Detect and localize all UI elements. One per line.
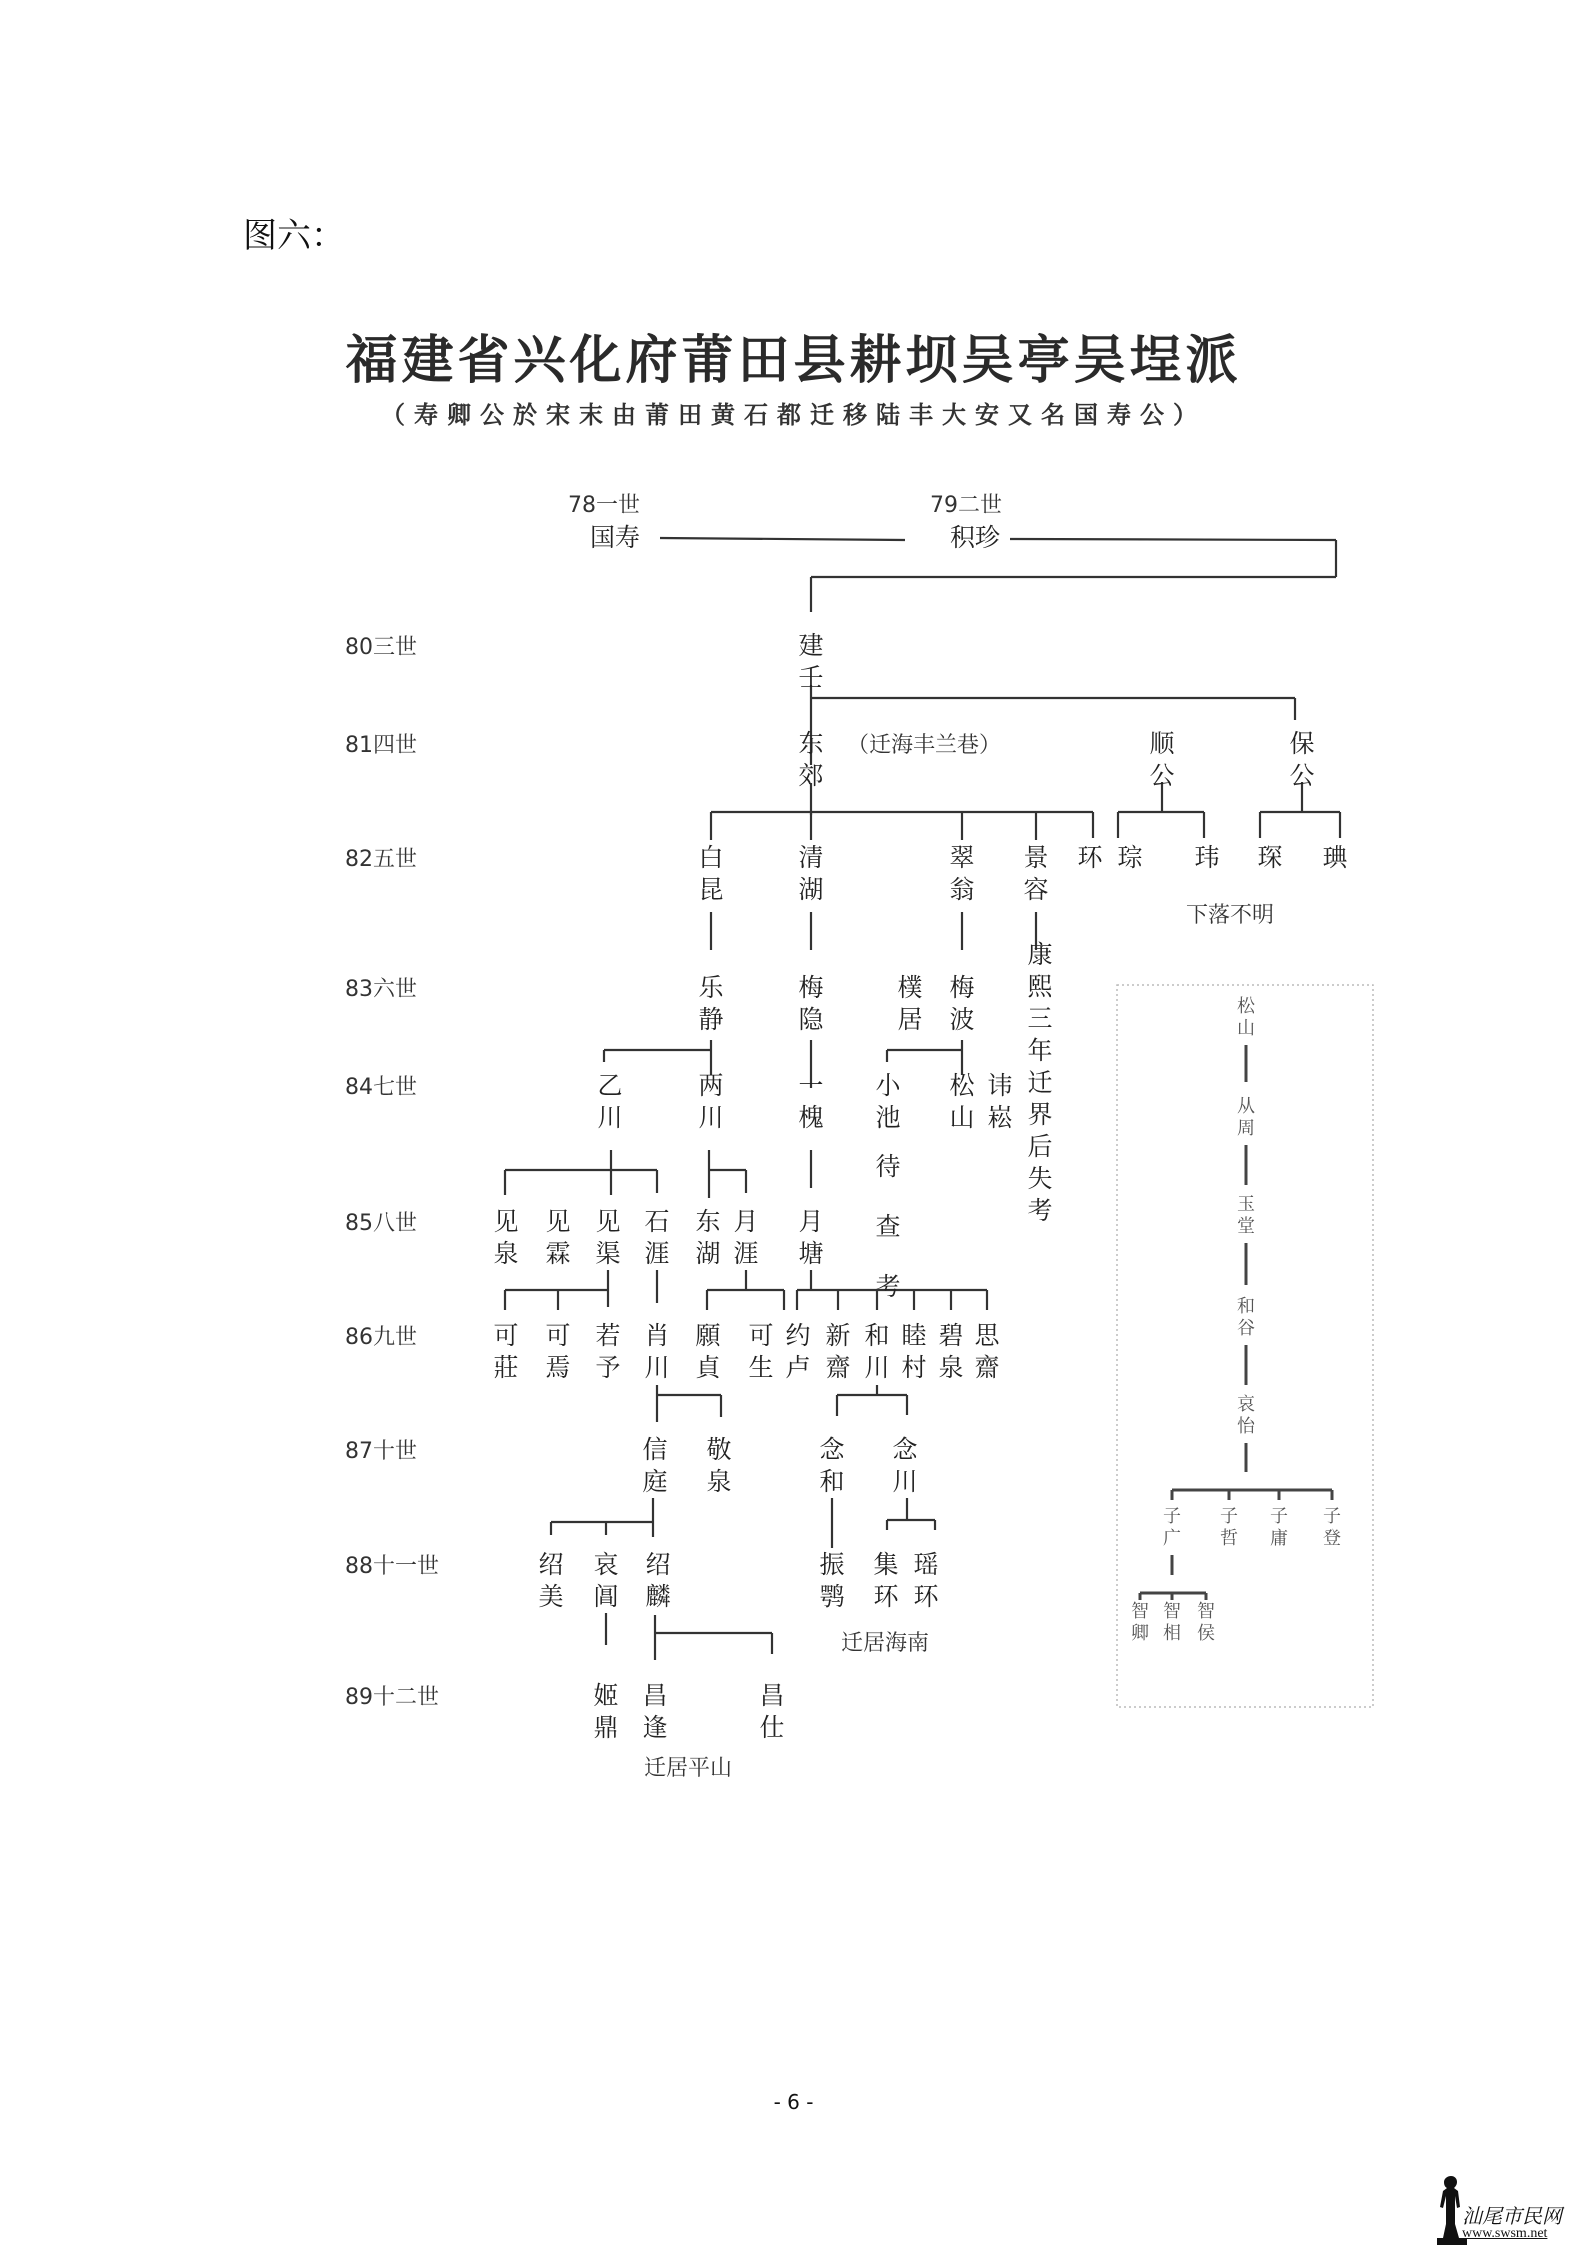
side-box-name-char: 怡 <box>1237 1416 1255 1437</box>
person-name-char: 泉 <box>706 1467 732 1496</box>
person-name-char: 麟 <box>645 1582 671 1611</box>
person-name-char: 迁 <box>1027 1068 1053 1097</box>
person-name-char: 波 <box>949 1005 975 1034</box>
person-name-char: 康 <box>1027 940 1053 969</box>
person-name-char: 建 <box>798 631 824 660</box>
person-name <box>698 1071 723 1132</box>
side-box-name-char: 相 <box>1163 1623 1181 1644</box>
generation-label: 83六世 <box>345 977 417 1002</box>
generation-label: 80三世 <box>345 635 417 660</box>
person-name-char: 湖 <box>798 875 824 904</box>
generation-label: 84七世 <box>345 1075 417 1100</box>
person-name <box>974 1321 1000 1382</box>
person-name <box>901 1321 926 1382</box>
person-name-char: 瑶 <box>913 1550 939 1579</box>
side-box-name-char: 卿 <box>1131 1623 1149 1644</box>
person-name-char: 石 <box>644 1207 670 1236</box>
person-name-char: 失 <box>1027 1164 1053 1193</box>
person-name-char: 查 <box>875 1212 901 1241</box>
side-box-name <box>1270 1506 1288 1549</box>
person-name-char: 清 <box>798 843 824 872</box>
person-name-text: 积珍 <box>949 523 1001 552</box>
person-name-char: 美 <box>538 1582 564 1611</box>
person-name <box>733 1207 758 1268</box>
person-name-char: 后 <box>1027 1132 1053 1161</box>
person-name-char: 静 <box>698 1005 724 1034</box>
generation-label: 78一世 <box>568 493 640 518</box>
watermark-url: www.swsm.net <box>1462 2226 1548 2241</box>
person-name-char: 念 <box>819 1435 845 1464</box>
side-box-name-char: 智 <box>1163 1601 1181 1622</box>
person-name-char: 可 <box>748 1321 774 1350</box>
person-name-char: 月 <box>733 1207 759 1236</box>
person-name-char: 川 <box>892 1467 918 1496</box>
person-name <box>695 1207 720 1268</box>
person-name <box>1289 729 1314 790</box>
side-box-name <box>1163 1601 1181 1644</box>
tree-connector-lines <box>505 538 1340 1660</box>
side-box-name-char: 侯 <box>1197 1623 1215 1644</box>
generation-label: 89十二世 <box>345 1685 439 1710</box>
person-name-char: 梅 <box>798 973 824 1002</box>
person-name-char: 昆 <box>698 875 724 904</box>
person-name-text: 国寿 <box>589 523 641 552</box>
person-name-char: 小 <box>875 1071 901 1100</box>
person-name-char: 绍 <box>538 1550 564 1579</box>
side-box-name <box>1237 1096 1255 1139</box>
generation-label: 87十世 <box>345 1439 417 1464</box>
person-name <box>950 523 1000 552</box>
person-name-char: 川 <box>644 1353 670 1382</box>
person-name <box>875 1071 901 1132</box>
person-name <box>875 1152 900 1301</box>
person-name-char: 见 <box>545 1207 571 1236</box>
person-name-char: 集 <box>873 1550 899 1579</box>
person-name <box>545 1207 570 1268</box>
person-name <box>1257 843 1282 872</box>
person-name <box>545 1321 570 1382</box>
person-name-char: 貞 <box>695 1353 721 1382</box>
person-name-char: 琠 <box>1322 843 1348 872</box>
person-name <box>897 973 922 1034</box>
person-name-char: 湖 <box>695 1239 721 1268</box>
person-name-char: 鹗 <box>819 1582 845 1611</box>
person-name-char: 和 <box>864 1321 890 1350</box>
side-lineage-box <box>1117 985 1373 1707</box>
person-name <box>798 631 823 692</box>
person-name <box>644 1207 669 1268</box>
person-name <box>759 1681 784 1742</box>
person-name <box>1322 843 1347 872</box>
person-name-char: 琮 <box>1117 843 1143 872</box>
person-name-char: 翁 <box>949 875 975 904</box>
person-name-char: 保 <box>1289 729 1315 758</box>
person-name-char: 绍 <box>645 1550 671 1579</box>
person-name-char: 川 <box>864 1353 890 1382</box>
person-name <box>642 1681 667 1742</box>
person-name-char: 熙 <box>1027 972 1053 1001</box>
person-name <box>597 1071 622 1132</box>
person-name-char: 待 <box>875 1152 901 1181</box>
person-name <box>892 1435 918 1496</box>
person-name-char: 乐 <box>698 973 724 1002</box>
person-name <box>798 1071 823 1132</box>
person-name <box>1023 843 1048 904</box>
person-name-char: 涯 <box>733 1239 759 1268</box>
person-name-char: 庭 <box>642 1467 668 1496</box>
person-name <box>595 1207 620 1268</box>
side-box-name <box>1220 1506 1238 1549</box>
person-name <box>825 1321 850 1382</box>
connector-line <box>1010 539 1336 540</box>
person-name <box>819 1435 845 1496</box>
person-name-char: 姬 <box>593 1681 619 1710</box>
person-name-char: 齋 <box>825 1353 851 1382</box>
side-box-name <box>1323 1506 1341 1549</box>
person-name-char: 景 <box>1023 843 1049 872</box>
person-name-char: 昌 <box>642 1681 668 1710</box>
person-name-char: 塘 <box>798 1239 824 1268</box>
side-box-name <box>1237 1394 1256 1437</box>
person-name <box>493 1207 518 1268</box>
side-box-name-char: 登 <box>1323 1528 1341 1549</box>
person-name-char: 考 <box>875 1272 901 1301</box>
person-name-char: 焉 <box>545 1353 571 1382</box>
page-number: - 6 - <box>773 2090 814 2114</box>
side-box-name-char: 子 <box>1163 1506 1181 1527</box>
person-name-char: 莊 <box>493 1353 519 1382</box>
person-name-char: 阊 <box>593 1582 619 1611</box>
side-box-name-char: 智 <box>1131 1601 1149 1622</box>
person-name-char: 公 <box>1149 761 1175 790</box>
person-name <box>949 1071 975 1132</box>
person-name <box>748 1321 773 1382</box>
person-name-char: 哀 <box>593 1550 619 1579</box>
side-box-name-char: 从 <box>1237 1096 1255 1117</box>
side-box-name-char: 哲 <box>1220 1528 1238 1549</box>
person-name-char: 信 <box>642 1435 668 1464</box>
side-box-name-char: 子 <box>1323 1506 1341 1527</box>
side-box-name-char: 山 <box>1237 1018 1255 1039</box>
generation-labels <box>345 493 1002 1710</box>
person-name-char: 白 <box>698 843 724 872</box>
person-name-char: 池 <box>875 1103 901 1132</box>
person-name <box>798 1207 823 1268</box>
generation-label: 88十一世 <box>345 1554 439 1579</box>
person-name-char: 昌 <box>759 1681 785 1710</box>
person-name-char: 环 <box>1077 843 1103 872</box>
person-name <box>706 1435 731 1496</box>
person-name <box>642 1435 667 1496</box>
person-name-char: 逢 <box>642 1713 668 1742</box>
person-name-char: 琛 <box>1257 843 1283 872</box>
person-name-char: 两 <box>698 1071 724 1100</box>
person-name <box>593 1550 618 1611</box>
person-name <box>595 1321 620 1382</box>
person-name-char: 界 <box>1027 1100 1053 1129</box>
person-name <box>538 1550 563 1611</box>
side-box-name-char: 庸 <box>1270 1528 1288 1549</box>
person-name <box>1149 729 1175 790</box>
side-box-name <box>1163 1506 1181 1549</box>
person-name <box>1194 843 1219 872</box>
person-name-char: 玮 <box>1194 843 1220 872</box>
person-name-char: 年 <box>1027 1036 1053 1065</box>
person-name <box>493 1321 518 1382</box>
person-name-char: 可 <box>493 1321 519 1350</box>
person-name-char: 讳 <box>987 1071 1013 1100</box>
person-name-char: 霖 <box>545 1239 571 1268</box>
side-box-name <box>1197 1601 1215 1644</box>
annotation-note: 迁居平山 <box>643 1756 733 1781</box>
person-names <box>493 523 1347 1742</box>
person-name <box>864 1321 889 1382</box>
person-name-char: 公 <box>1289 761 1315 790</box>
side-box-name-char: 堂 <box>1237 1216 1255 1237</box>
person-name-char: 乙 <box>597 1071 623 1100</box>
side-box-name-char: 智 <box>1197 1601 1215 1622</box>
person-name-char: 涯 <box>644 1239 670 1268</box>
person-name <box>645 1550 670 1611</box>
side-box-name-char: 哀 <box>1237 1394 1255 1415</box>
person-name-char: 樸 <box>897 973 923 1002</box>
person-name-char: 顺 <box>1149 729 1175 758</box>
person-name-char: 郊 <box>798 761 824 790</box>
person-name <box>873 1550 899 1611</box>
generation-label: 79二世 <box>930 493 1002 518</box>
side-box-name-char: 广 <box>1163 1528 1181 1549</box>
person-name <box>987 1071 1012 1132</box>
side-box-name-char: 谷 <box>1237 1318 1255 1339</box>
person-name <box>798 973 824 1034</box>
person-name-char: 川 <box>698 1103 724 1132</box>
person-name-char: 容 <box>1023 875 1049 904</box>
generation-label: 86九世 <box>345 1325 417 1350</box>
person-name-char: 月 <box>798 1207 824 1236</box>
person-name-char: 一 <box>798 1071 824 1100</box>
person-name-char: 睦 <box>901 1321 927 1350</box>
person-name-char: 考 <box>1027 1196 1053 1225</box>
person-name-char: 东 <box>695 1207 721 1236</box>
person-name-char: 村 <box>901 1353 927 1382</box>
person-name-char: 肖 <box>644 1321 670 1350</box>
annotation-note: （迁海丰兰巷） <box>846 733 1002 758</box>
person-name-char: 梅 <box>949 973 975 1002</box>
side-box-name-char: 周 <box>1237 1118 1255 1139</box>
person-name-char: 居 <box>897 1005 923 1034</box>
generation-label: 85八世 <box>345 1211 417 1236</box>
side-box-name <box>1131 1601 1149 1644</box>
person-name-char: 思 <box>974 1321 1000 1350</box>
side-box-name <box>1237 1296 1255 1339</box>
person-name <box>938 1321 963 1382</box>
side-box-name <box>1237 996 1256 1039</box>
person-name-char: 壬 <box>798 663 824 692</box>
generation-label: 82五世 <box>345 847 417 872</box>
person-name-char: 念 <box>892 1435 918 1464</box>
person-name-char: 碧 <box>938 1321 964 1350</box>
person-name-char: 环 <box>873 1582 899 1611</box>
person-name-char: 泉 <box>493 1239 519 1268</box>
person-name-char: 三 <box>1027 1004 1053 1033</box>
person-name <box>949 843 974 904</box>
person-name-char: 生 <box>748 1353 774 1382</box>
person-name <box>949 973 974 1034</box>
person-name <box>785 1321 810 1382</box>
person-name <box>644 1321 669 1382</box>
person-name-char: 泉 <box>938 1353 964 1382</box>
person-name-char: 仕 <box>759 1713 785 1742</box>
person-name-char: 见 <box>595 1207 621 1236</box>
person-name <box>590 523 640 552</box>
side-box-name-char: 松 <box>1237 996 1255 1017</box>
person-name <box>913 1550 939 1611</box>
annotation-note: 迁居海南 <box>840 1631 930 1656</box>
person-name-char: 隐 <box>798 1005 824 1034</box>
person-name <box>1117 843 1142 872</box>
annotation-note: 下落不明 <box>1185 903 1275 928</box>
person-name <box>819 1550 844 1611</box>
person-name-char: 东 <box>798 729 824 758</box>
chart-title: 福建省兴化府莆田县耕坝吴亭吴埕派 <box>345 331 1242 391</box>
person-name-char: 约 <box>785 1321 811 1350</box>
person-name-char: 鼎 <box>593 1713 619 1742</box>
person-name-char: 若 <box>595 1321 621 1350</box>
side-box-name <box>1237 1194 1255 1237</box>
person-name <box>1027 940 1053 1225</box>
person-name-char: 渠 <box>595 1239 621 1268</box>
side-box-name-char: 子 <box>1270 1506 1288 1527</box>
person-name-char: 槐 <box>798 1103 824 1132</box>
person-name-char: 环 <box>913 1582 939 1611</box>
person-name-char: 齋 <box>974 1353 1000 1382</box>
person-name-char: 予 <box>595 1353 621 1382</box>
chart-subtitle: （寿卿公於宋末由莆田黄石都迁移陆丰大安又名国寿公） <box>381 401 1206 429</box>
person-name <box>698 973 724 1034</box>
person-name <box>1077 843 1103 872</box>
person-name-char: 和 <box>819 1467 845 1496</box>
figure-label: 图六： <box>243 216 345 256</box>
person-name-char: 可 <box>545 1321 571 1350</box>
side-box-name-char: 子 <box>1220 1506 1238 1527</box>
side-box-name-char: 和 <box>1237 1296 1255 1317</box>
connector-line <box>660 538 905 540</box>
side-box-name-char: 玉 <box>1237 1194 1255 1215</box>
person-name <box>798 843 823 904</box>
person-name-char: 敬 <box>706 1435 732 1464</box>
person-name <box>593 1681 618 1742</box>
person-name-char: 山 <box>949 1103 975 1132</box>
generation-label: 81四世 <box>345 733 417 758</box>
person-name-char: 振 <box>819 1550 845 1579</box>
person-name-char: 卢 <box>785 1353 811 1382</box>
person-name-char: 願 <box>695 1321 721 1350</box>
person-name-char: 崧 <box>987 1103 1013 1132</box>
person-name-char: 翠 <box>949 843 975 872</box>
person-name-char: 见 <box>493 1207 519 1236</box>
person-name-char: 川 <box>597 1103 623 1132</box>
person-name-char: 松 <box>949 1071 975 1100</box>
watermark-site-name: 汕尾市民网 <box>1462 2204 1562 2228</box>
person-name <box>695 1321 722 1382</box>
person-name-char: 新 <box>825 1321 851 1350</box>
person-name <box>698 843 723 904</box>
